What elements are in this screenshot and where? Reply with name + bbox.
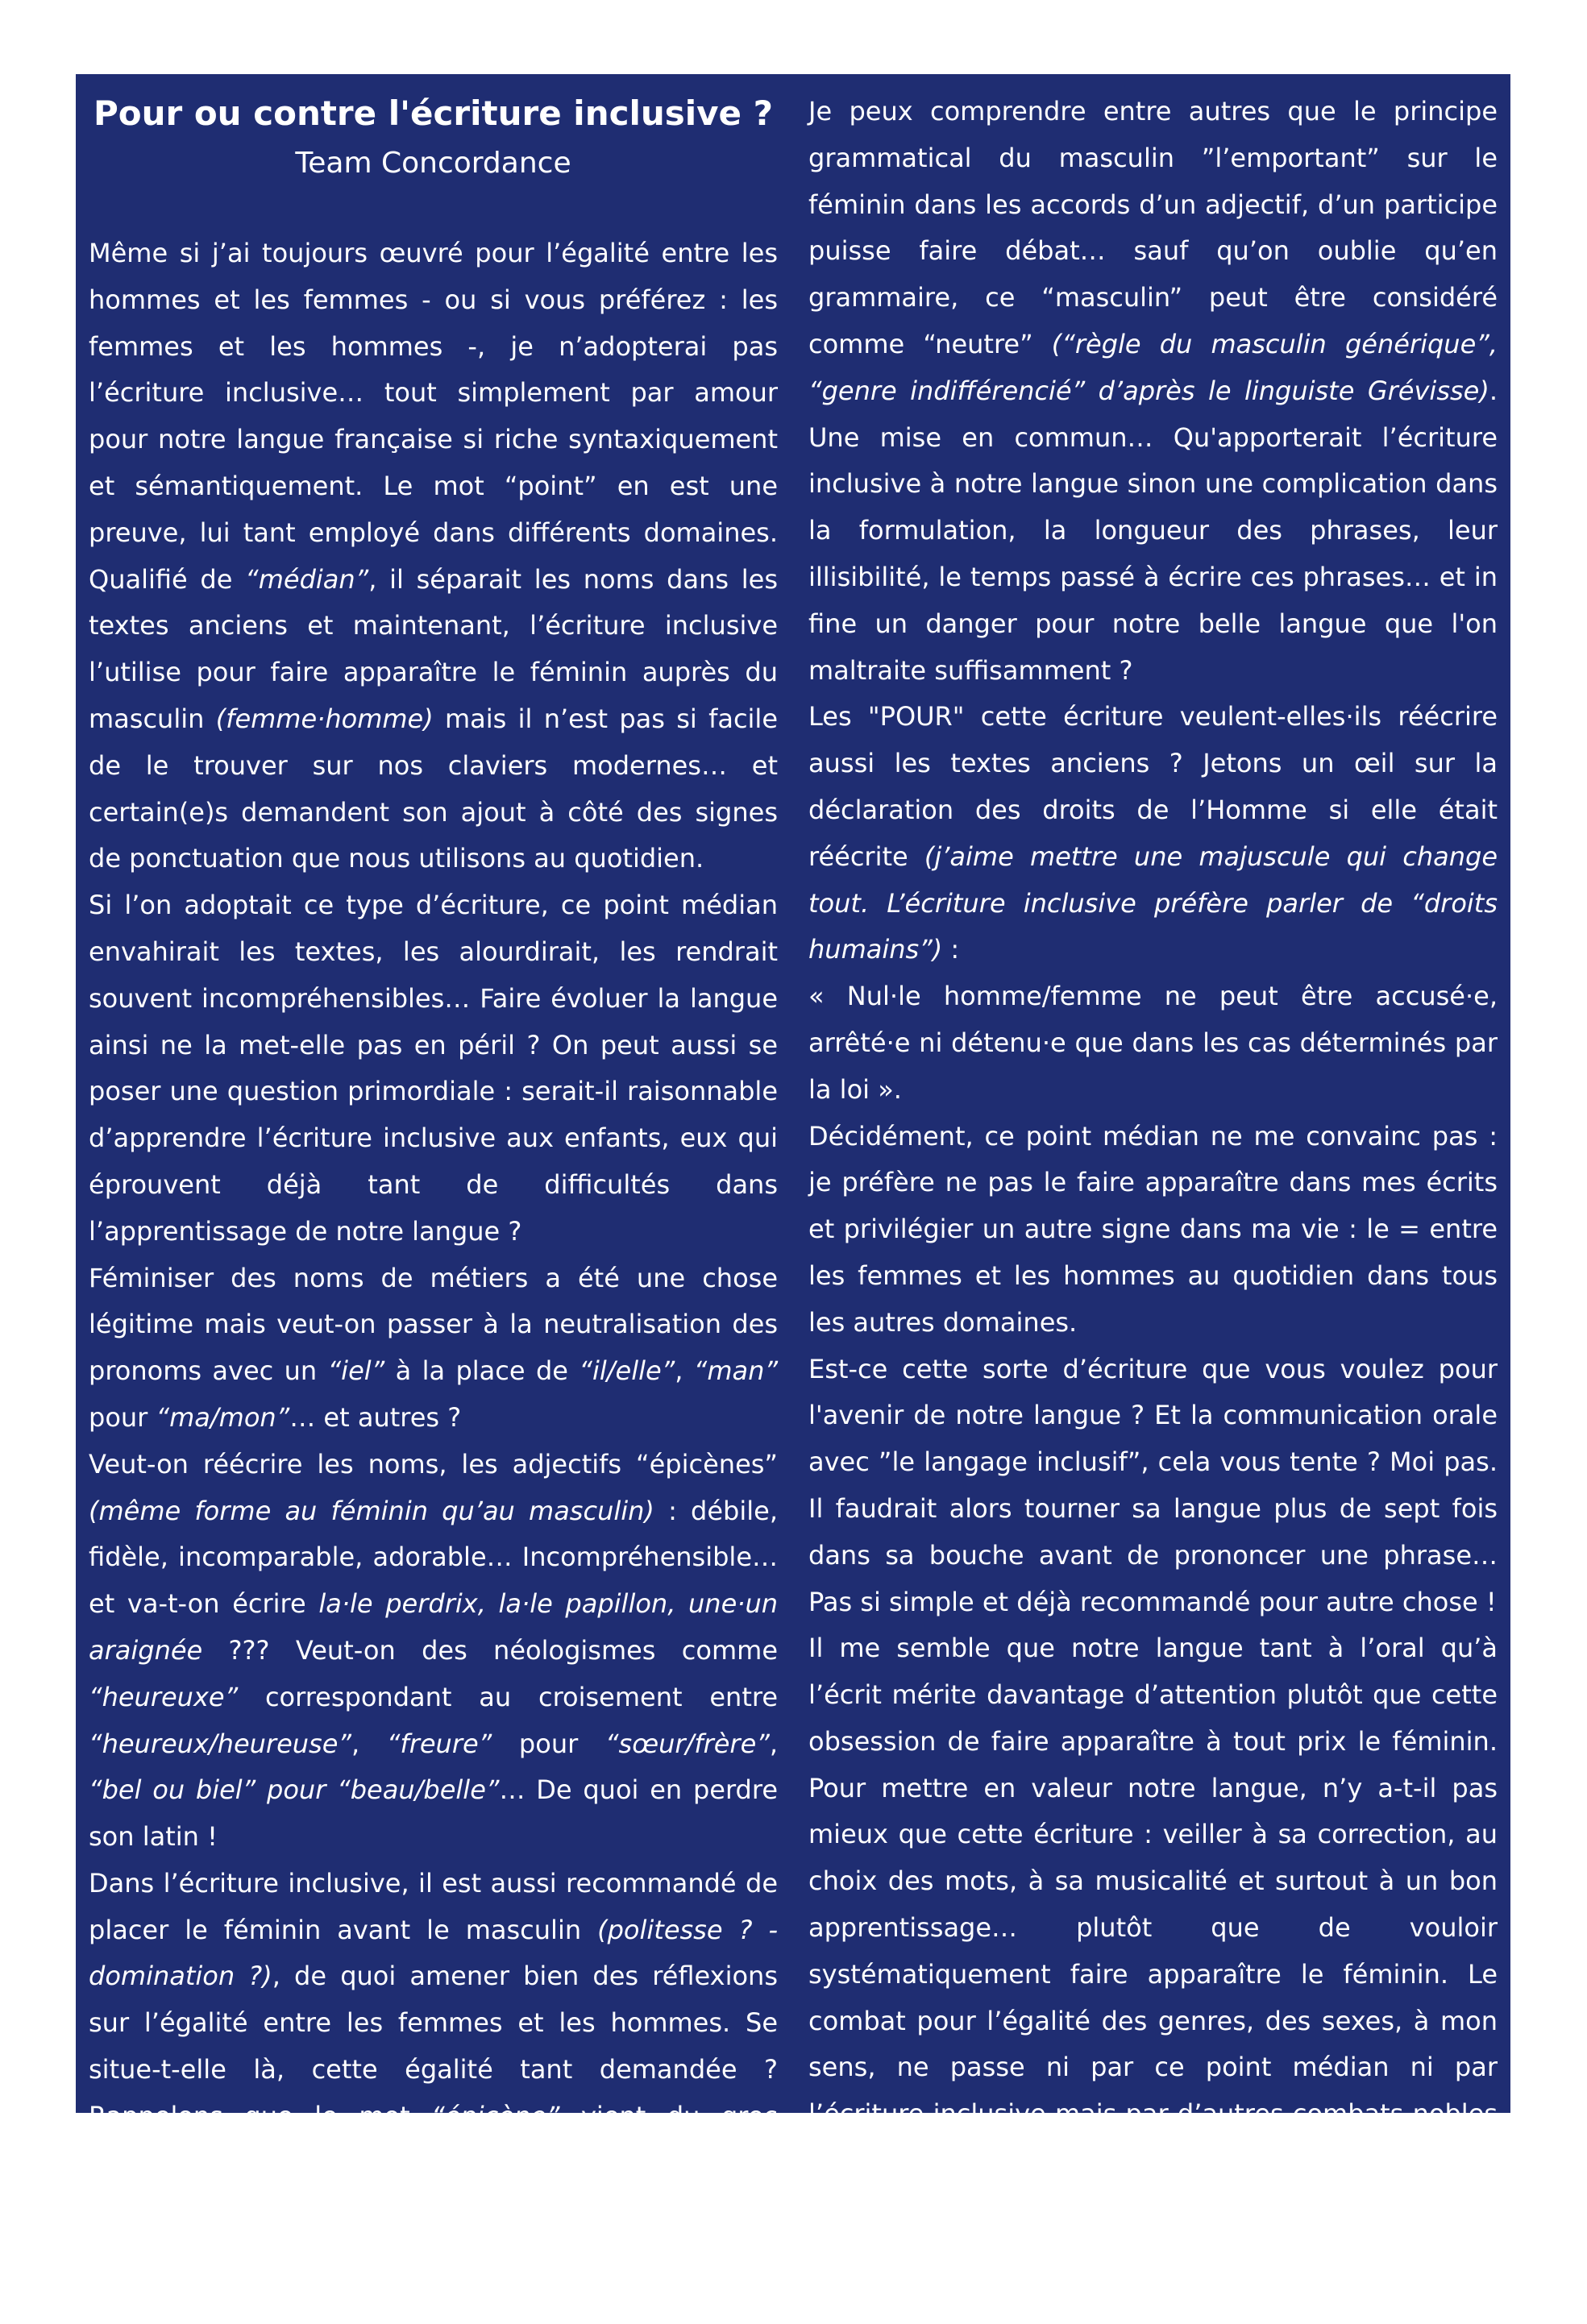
italic-text: “épicène” — [431, 2100, 560, 2131]
italic-text: “sœur/frère” — [604, 1728, 770, 1759]
paragraph — [808, 89, 1498, 694]
text-segment: , il séparait les noms dans les textes anciens et maintenant, l’écriture inclusive l’utilise pour faire apparaître le féminin auprès du masculin — [89, 563, 779, 734]
italic-text: (femme·homme) — [215, 703, 434, 734]
text-segment: . Une mise en commun… Qu'apporterait l’écriture inclusive à notre langue sinon une complication dans la formulation, la longueur des phrases, leur illisibilité, le temps passé à écrire ces phrases… et in fine un danger pour notre belle langue que l'on maltraite suffisamment ? — [808, 375, 1498, 686]
paragraph — [89, 1442, 778, 1861]
italic-text: (même forme au féminin qu’au masculin) — [89, 1495, 654, 1526]
italic-text: “freure” — [386, 1728, 492, 1759]
paragraph — [89, 1861, 778, 2233]
italic-text: “heureuxe” — [89, 1681, 239, 1712]
italic-text: “médian” — [245, 563, 369, 595]
paragraph — [808, 1625, 1498, 2231]
paragraph — [808, 973, 1498, 1113]
italic-text: “heureux/heureuse” — [89, 1728, 351, 1759]
text-segment: Il me semble que notre langue tant à l’oral qu’à l’écrit mérite davantage d’attention plutôt que cette obsession de faire apparaître à tout prix le féminin. Pour mettre en valeur notre langue, n’y a-t-il pas mieux que cette écriture : veiller à sa correction, au choix des mots, à sa musicalité et surtout à un bon apprentissage… plutôt que de vouloir systématiquement faire apparaître le féminin. Le combat pour l’égalité des genres, des sexes, à mon sens, ne passe ni par ce point médian ni par l’écriture inclusive mais par d’autres combats nobles et indispensables : égalité des salaires, défense des femmes battues… et tant d’autres. — [808, 1633, 1498, 2222]
italic-text: “il/elle” — [579, 1355, 675, 1387]
text-segment: Les "POUR" cette écriture veulent-elles·ils réécrire aussi les textes anciens ? Jetons un œil sur la déclaration des droits de l’Homme si elle était réécrite — [808, 701, 1498, 872]
text-segment: « Nul·le homme/femme ne peut être accusé·e, arrêté·e ni détenu·e que dans les cas déterminés par la loi ». — [808, 981, 1498, 1105]
text-segment: Alors, OUI à l'égalité dans l’acceptation de nos différences et NON l’écriture inclusive ! — [808, 2238, 1498, 2316]
text-segment: Même si j’ai toujours œuvré pour l’égalité entre les hommes et les femmes - ou si vous préférez : les femmes et les hommes -, je n’adopterai pas l’écriture inclusive… tout simplement par amour pour notre langue française si riche syntaxiquement et sémantiquement. Le mot “point” en est une preuve, lui tant employé dans différents domaines. Qualifié de — [89, 238, 778, 595]
text-segment: Si l’on adoptait ce type d’écriture, ce point médian envahirait les textes, les alourdirait, les rendrait souvent incompréhensibles… Faire évoluer la langue ainsi ne la met-elle pas en péril ? On peut aussi se poser une question primordiale : serait-il raisonnable d’apprendre l’écriture inclusive aux enfants, eux qui éprouvent déjà tant de difficultés dans l’apprentissage de notre langue ? — [89, 890, 778, 1247]
text-segment: Est-ce cette sorte d’écriture que vous voulez pour l'avenir de notre langue ? Et la communication orale avec ”le langage inclusif”, cela vous tente ? Moi pas. Il faudrait alors tourner sa langue plus de sept fois dans sa bouche avant de prononcer une phrase… Pas si simple et déjà recommandé pour autre chose ! — [808, 1353, 1498, 1617]
text-segment: … et autres ? — [289, 1401, 462, 1433]
text-segment: à la place de — [384, 1355, 580, 1387]
italic-text: (politesse ? - domination ?) — [89, 1914, 779, 1992]
italic-text: “man” — [693, 1355, 779, 1387]
left-column-body — [89, 230, 778, 2233]
text-segment: , de quoi amener bien des réflexions sur l’égalité entre les femmes et les hommes. Se situe-t-elle là, cette égalité tant demandée ? Rappelons que le mot — [89, 1961, 779, 2131]
text-segment: Je peux comprendre entre autres que le principe grammatical du masculin ”l’emportant” sur le féminin dans les accords d’un adjectif, d’un participe puisse faire débat… sauf qu’on oublie qu’en grammaire, ce “masculin” peut être considéré comme “neutre” — [808, 96, 1498, 359]
text-segment: : — [942, 934, 960, 965]
left-column — [89, 89, 778, 2233]
paragraph — [89, 882, 778, 1255]
text-segment: Féminiser des noms de métiers a été une chose légitime mais veut-on passer à la neutralisation des pronoms avec un — [89, 1262, 778, 1387]
italic-text: (“règle du masculin générique”, “genre indifférencié” d’après le linguiste Grévisse) — [808, 328, 1498, 406]
italic-text: “epikoinos” — [89, 2147, 239, 2178]
text-segment: vient du grec — [559, 2100, 779, 2131]
text-segment: pour — [492, 1728, 605, 1759]
text-segment: . Notion pas si inconvenable ! — [89, 2147, 779, 2225]
text-segment: … De quoi en perdre son latin ! — [89, 1774, 778, 1853]
text-segment: et signifie — [238, 2147, 382, 2178]
italic-text: “ma/mon” — [156, 1401, 290, 1433]
paragraph — [808, 1347, 1498, 1626]
right-column — [808, 89, 1498, 2324]
italic-text: “possédé en commun” — [381, 2147, 677, 2178]
text-segment: , — [769, 1728, 778, 1759]
italic-text: “bel ou biel” pour “beau/belle” — [89, 1774, 500, 1806]
text-segment: correspondant au croisement entre — [238, 1681, 778, 1712]
paragraph — [89, 230, 778, 882]
article-panel — [76, 74, 1510, 2316]
text-segment: Dans l’écriture inclusive, il est aussi recommandé de placer le féminin avant le masculin — [89, 1867, 778, 1945]
text-segment: mais il n’est pas si facile de le trouver sur nos claviers modernes… et certain(e)s demandent son ajout à côté des signes de ponctuation que nous utilisons au quotidien. — [89, 703, 779, 874]
text-segment: pour — [89, 1401, 156, 1433]
paragraph — [808, 1114, 1498, 1347]
right-column-body — [808, 89, 1498, 2324]
text-segment: , — [351, 1728, 387, 1759]
paragraph — [808, 694, 1498, 973]
paragraph — [89, 1255, 778, 1442]
text-segment: : débile, fidèle, incomparable, adorable… Incompréhensible… et va-t-on écrire — [89, 1495, 778, 1620]
paragraph — [808, 2231, 1498, 2324]
text-segment: ??? Veut-on des néologismes comme — [202, 1634, 778, 1666]
italic-text: la·le perdrix, la·le papillon, une·un araignée — [89, 1588, 779, 1666]
text-segment: Décidément, ce point médian ne me convainc pas : je préfère ne pas le faire apparaître dans mes écrits et privilégier un autre signe dans ma vie : le = entre les femmes et les hommes au quotidien dans tous les autres domaines. — [808, 1120, 1498, 1338]
italic-text: “iel” — [327, 1355, 385, 1387]
article-title: Pour ou contre l'écriture inclusive ? — [93, 93, 774, 133]
article-author: Team Concordance — [295, 147, 571, 180]
italic-text: (j’aime mettre une majuscule qui change tout. L’écriture inclusive préfère parler de “droits humains”) — [808, 840, 1498, 965]
text-segment: , — [675, 1355, 694, 1387]
text-segment: Veut-on réécrire les noms, les adjectifs “épicènes” — [89, 1448, 778, 1479]
